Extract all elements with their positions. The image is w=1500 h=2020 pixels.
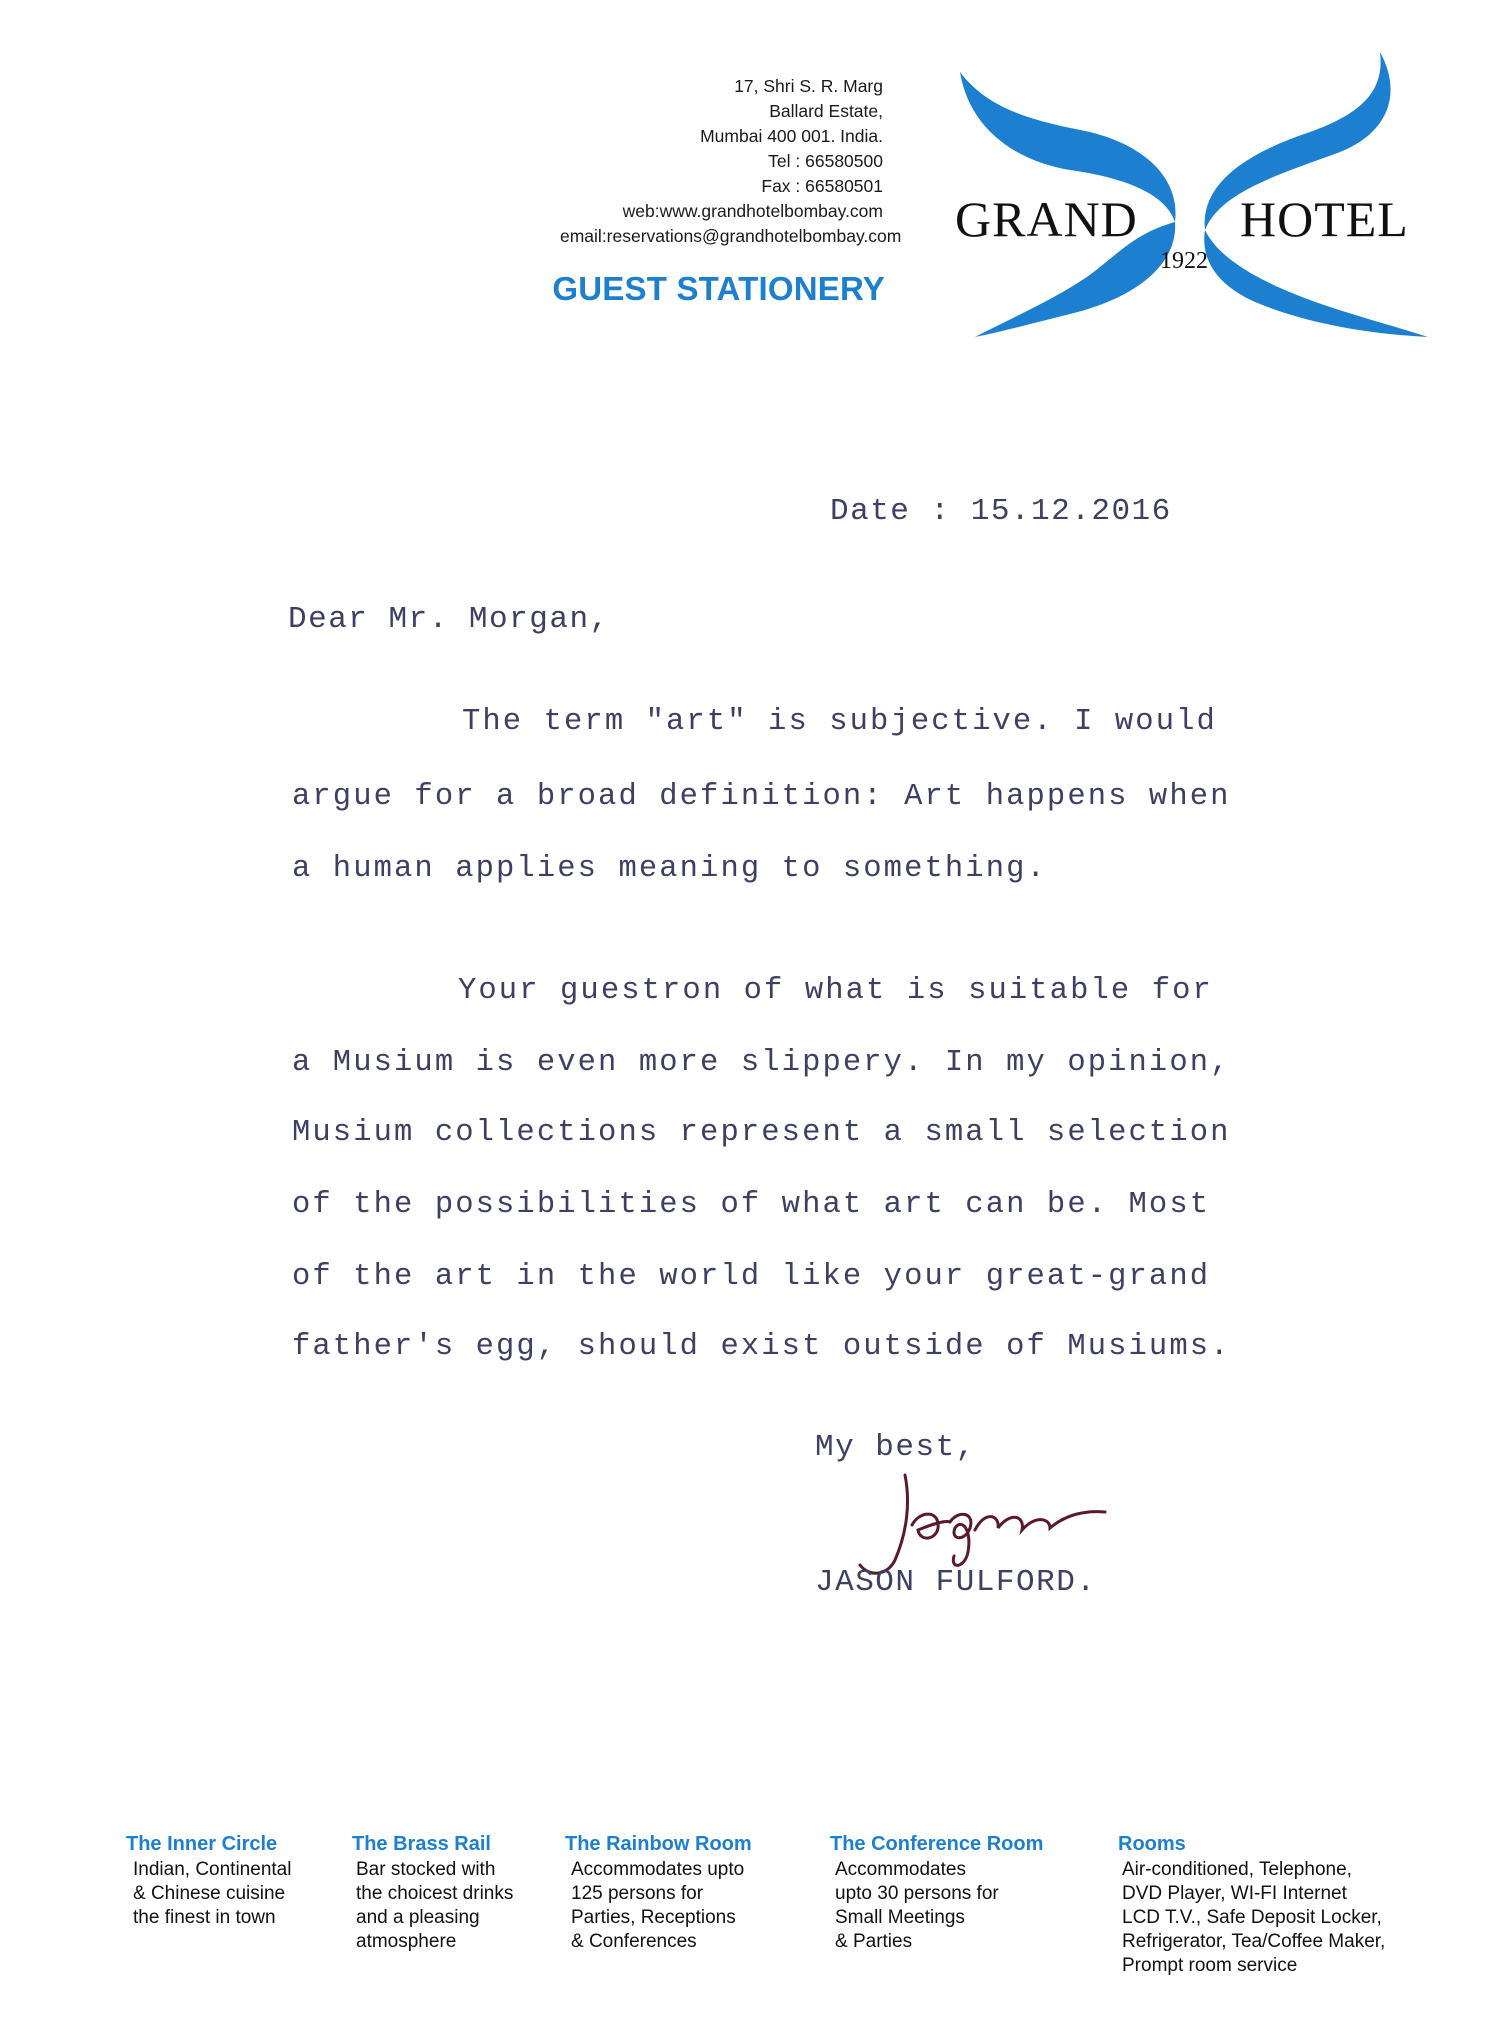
footer-line: Parties, Receptions bbox=[571, 1907, 736, 1928]
footer-line: & Parties bbox=[835, 1931, 913, 1952]
footer-heading: The Brass Rail bbox=[352, 1833, 491, 1855]
footer-line: & Chinese cuisine bbox=[133, 1883, 286, 1904]
footer-column-inner-circle bbox=[126, 1833, 291, 1930]
website-line: web:www.grandhotelbombay.com bbox=[622, 201, 883, 221]
telephone-line: Tel : 66580500 bbox=[768, 151, 883, 171]
hotel-address-block bbox=[560, 74, 902, 249]
footer-line: upto 30 persons for bbox=[835, 1883, 999, 1904]
footer-column-brass-rail bbox=[352, 1833, 513, 1954]
footer-line: 125 persons for bbox=[571, 1883, 704, 1904]
footer-line: Indian, Continental bbox=[133, 1859, 292, 1880]
fax-line: Fax : 66580501 bbox=[761, 176, 883, 196]
paragraph-2-line: of the possibilities of what art can be. Most bbox=[292, 1188, 1211, 1222]
footer-column-rooms bbox=[1118, 1833, 1385, 1978]
brand-word-grand: GRAND bbox=[955, 191, 1138, 247]
guest-stationery-label: GUEST STATIONERY bbox=[552, 270, 885, 307]
footer-heading: The Inner Circle bbox=[126, 1833, 278, 1855]
footer-line: atmosphere bbox=[356, 1931, 457, 1952]
footer-line: the choicest drinks bbox=[356, 1883, 514, 1904]
footer-line: Refrigerator, Tea/Coffee Maker, bbox=[1122, 1931, 1386, 1952]
letter-date: Date : 15.12.2016 bbox=[830, 494, 1172, 529]
footer-line: Air-conditioned, Telephone, bbox=[1122, 1859, 1352, 1880]
paragraph-2-line: a Musium is even more slippery. In my opinion, bbox=[292, 1046, 1231, 1080]
signatory-name: JASON FULFORD. bbox=[815, 1565, 1097, 1600]
footer-line: the finest in town bbox=[133, 1907, 276, 1928]
brand-year: 1922 bbox=[1160, 248, 1208, 274]
footer-heading: Rooms bbox=[1118, 1833, 1186, 1855]
footer-heading: The Rainbow Room bbox=[565, 1833, 752, 1855]
paragraph-1-line: a human applies meaning to something. bbox=[292, 852, 1047, 886]
brand-word-hotel: HOTEL bbox=[1240, 191, 1409, 247]
paragraph-2-line: Your guestron of what is suitable for bbox=[458, 974, 1213, 1008]
address-line: Mumbai 400 001. India. bbox=[700, 126, 883, 146]
letter-salutation: Dear Mr. Morgan, bbox=[288, 602, 610, 637]
footer-line: and a pleasing bbox=[356, 1907, 480, 1928]
footer-line: DVD Player, WI-FI Internet bbox=[1122, 1883, 1347, 1904]
address-line: Ballard Estate, bbox=[769, 101, 883, 121]
footer-heading: The Conference Room bbox=[830, 1833, 1044, 1855]
footer-column-rainbow-room bbox=[565, 1833, 752, 1954]
email-line: email:reservations@grandhotelbombay.com bbox=[560, 226, 902, 246]
footer-line: Prompt room service bbox=[1122, 1955, 1298, 1976]
paragraph-2-line: of the art in the world like your great-grand bbox=[292, 1260, 1211, 1294]
address-line: 17, Shri S. R. Marg bbox=[734, 76, 883, 96]
footer-line: Small Meetings bbox=[835, 1907, 965, 1928]
paragraph-1-line: argue for a broad definition: Art happens when bbox=[292, 780, 1231, 814]
footer-line: Accommodates upto bbox=[571, 1859, 745, 1880]
footer-line: Accommodates bbox=[835, 1859, 966, 1880]
letter-closing: My best, bbox=[815, 1430, 976, 1465]
paragraph-2-line: Musium collections represent a small selection bbox=[292, 1116, 1231, 1150]
paragraph-1-line: The term "art" is subjective. I would bbox=[462, 705, 1217, 739]
footer-line: LCD T.V., Safe Deposit Locker, bbox=[1122, 1907, 1382, 1928]
paragraph-2-line: father's egg, should exist outside of Musiums. bbox=[292, 1330, 1231, 1364]
footer-line: Bar stocked with bbox=[356, 1859, 496, 1880]
footer-column-conference-room bbox=[830, 1833, 1043, 1954]
footer-line: & Conferences bbox=[571, 1931, 697, 1952]
